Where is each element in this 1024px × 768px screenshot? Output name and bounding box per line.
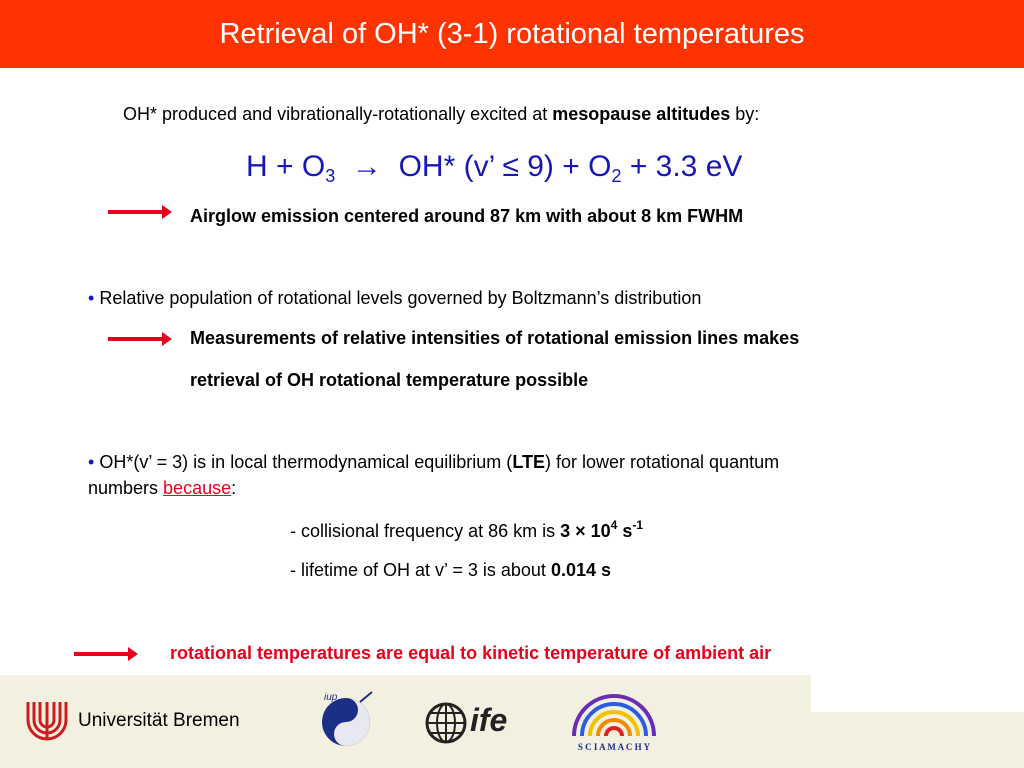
arrow-icon (108, 337, 166, 341)
arrow-icon (108, 210, 166, 214)
measurement-point-line2: retrieval of OH rotational temperature possible (190, 370, 589, 390)
bullet-lte-line2: numbers because: (88, 478, 237, 498)
intro-text: OH* produced and vibrationally-rotationally excited at mesopause altitudes by: (123, 104, 760, 124)
airglow-point: Airglow emission centered around 87 km with about 8 km FWHM (190, 206, 744, 226)
iup-logo-text: iup (324, 692, 338, 703)
bullet-lte: • OH*(v’ = 3) is in local thermodynamical equilibrium (LTE) for lower rotational quantum (88, 452, 780, 472)
ife-logo-text: ife (470, 702, 508, 738)
globe-icon (424, 700, 468, 746)
measurement-point-line1: Measurements of relative intensities of rotational emission lines makes (190, 328, 800, 348)
arrow-icon (74, 652, 132, 656)
oh-lifetime: - lifetime of OH at v’ = 3 is about 0.014 s (290, 560, 612, 580)
because-link[interactable]: because (163, 478, 232, 498)
sciamachy-logo-text: S C I A M A C H Y (577, 742, 651, 752)
sciamachy-logo (568, 690, 660, 754)
university-name: Universität Bremen (78, 710, 240, 731)
slide-title: Retrieval of OH* (3-1) rotational temperatures (219, 18, 805, 50)
iup-logo-icon (318, 688, 376, 750)
sciamachy-arcs-icon (568, 690, 660, 742)
footer-bar-right (811, 712, 1024, 768)
collisional-frequency: - collisional frequency at 86 km is $3 \times 10^4$ $s^{-1}$ (290, 518, 644, 541)
reaction-equation: $H + O_3 \to OH*$ (v’ ≤ $9) + O_2 + 3.3$ eV (246, 150, 743, 186)
conclusion: rotational temperatures are equal to kinetic temperature of ambient air (170, 643, 772, 663)
ife-logo (424, 700, 516, 750)
bullet-boltzmann: • Relative population of rotational levels governed by Boltzmann’s distribution (88, 288, 702, 308)
university-logo-icon (24, 698, 70, 744)
